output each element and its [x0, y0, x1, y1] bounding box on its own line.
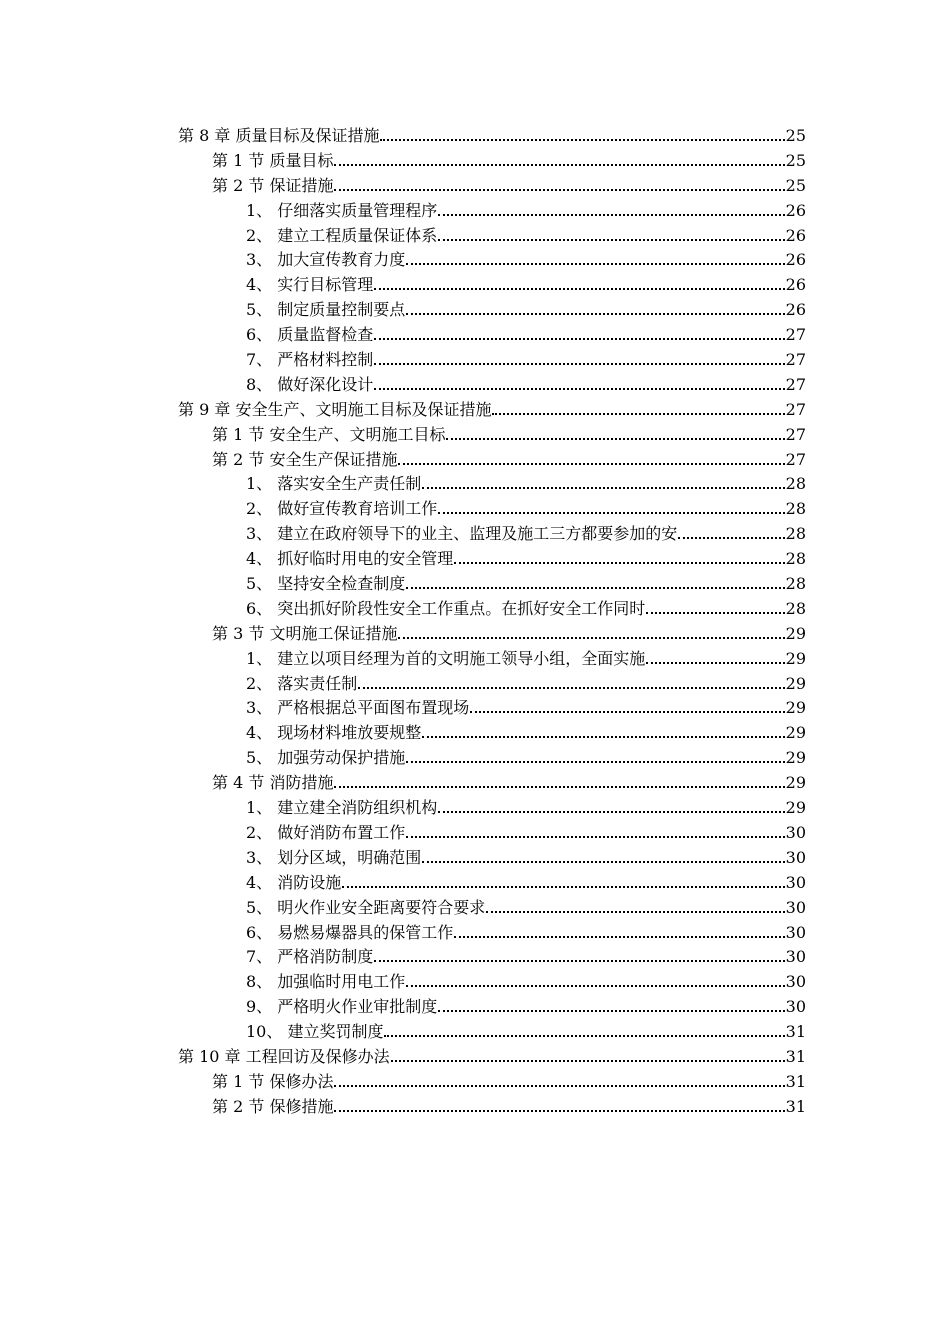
toc-entry-page-number: 27: [785, 325, 806, 345]
toc-dot-leader: [454, 561, 784, 564]
toc-entry-level-1[interactable]: [178, 124, 806, 149]
toc-dot-leader: [446, 437, 784, 440]
toc-dot-leader: [334, 1109, 784, 1112]
toc-entry-title: 3、 划分区域，明确范围: [246, 847, 422, 867]
toc-entry-level-1[interactable]: [178, 1045, 806, 1070]
toc-entry-title: 10、 建立奖罚制度: [246, 1022, 384, 1042]
toc-entry-page-number: 29: [785, 723, 806, 743]
toc-entry-page-number: 30: [785, 897, 806, 917]
toc-entry-title: 1、 落实安全生产责任制: [246, 474, 422, 494]
toc-entry-level-3[interactable]: [178, 821, 806, 846]
toc-entry-level-2[interactable]: [178, 423, 806, 448]
toc-entry-level-2[interactable]: [178, 622, 806, 647]
toc-entry-page-number: 30: [785, 847, 806, 867]
toc-entry-page-number: 26: [785, 250, 806, 270]
toc-dot-leader: [438, 511, 784, 514]
toc-entry-page-number: 30: [785, 822, 806, 842]
toc-entry-title: 1、 建立以项目经理为首的文明施工领导小组，全面实施: [246, 648, 646, 668]
toc-entry-title: 6、 易燃易爆器具的保管工作: [246, 922, 454, 942]
toc-entry-page-number: 29: [785, 673, 806, 693]
toc-entry-title: 第 2 节 保修措施: [212, 1096, 334, 1116]
toc-entry-title: 8、 做好深化设计: [246, 374, 374, 394]
toc-entry-page-number: 28: [785, 598, 806, 618]
toc-entry-page-number: 31: [785, 1071, 806, 1091]
toc-entry-level-2[interactable]: [178, 771, 806, 796]
toc-entry-title: 9、 严格明火作业审批制度: [246, 997, 438, 1017]
toc-entry-level-3[interactable]: [178, 896, 806, 921]
toc-entry-title: 2、 建立工程质量保证体系: [246, 225, 438, 245]
toc-entry-title: 第 8 章 质量目标及保证措施: [178, 126, 380, 145]
toc-entry-page-number: 28: [785, 499, 806, 519]
toc-entry-title: 5、 加强劳动保护措施: [246, 748, 406, 768]
toc-entry-page-number: 26: [785, 300, 806, 320]
toc-entry-level-2[interactable]: [178, 174, 806, 199]
toc-entry-title: 2、 落实责任制: [246, 673, 358, 693]
toc-entry-page-number: 29: [785, 698, 806, 718]
toc-entry-page-number: 29: [785, 798, 806, 818]
toc-entry-level-3[interactable]: [178, 572, 806, 597]
toc-entry-title: 3、 严格根据总平面图布置现场: [246, 698, 470, 718]
toc-dot-leader: [646, 611, 784, 614]
toc-dot-leader: [342, 885, 784, 888]
toc-entry-level-3[interactable]: [178, 970, 806, 995]
toc-entry-title: 第 2 节 保证措施: [212, 175, 334, 195]
toc-entry-level-3[interactable]: [178, 224, 806, 249]
toc-entry-title: 4、 抓好临时用电的安全管理: [246, 549, 454, 569]
toc-dot-leader: [646, 661, 784, 664]
toc-dot-leader: [422, 735, 784, 738]
toc-entry-level-3[interactable]: [178, 497, 806, 522]
toc-dot-leader: [374, 959, 784, 962]
toc-dot-leader: [334, 188, 784, 191]
toc-entry-title: 5、 坚持安全检查制度: [246, 574, 406, 594]
toc-dot-leader: [492, 412, 784, 415]
toc-dot-leader: [374, 287, 784, 290]
toc-entry-title: 7、 严格消防制度: [246, 947, 374, 967]
toc-entry-page-number: 29: [785, 748, 806, 768]
toc-entry-title: 1、 建立建全消防组织机构: [246, 798, 438, 818]
toc-entry-level-3[interactable]: [178, 323, 806, 348]
toc-entry-title: 3、 建立在政府领导下的业主、监理及施工三方都要参加的安: [246, 524, 678, 544]
toc-dot-leader: [374, 362, 784, 365]
toc-entry-page-number: 31: [785, 1022, 806, 1042]
toc-entry-title: 5、 制定质量控制要点: [246, 300, 406, 320]
toc-entry-page-number: 27: [785, 449, 806, 469]
toc-dot-leader: [391, 1059, 785, 1062]
toc-entry-page-number: 30: [785, 872, 806, 892]
toc-entry-page-number: 28: [785, 524, 806, 544]
toc-dot-leader: [422, 486, 784, 489]
toc-entry-title: 第 10 章 工程回访及保修办法: [178, 1046, 390, 1066]
toc-entry-title: 4、 现场材料堆放要规整: [246, 723, 422, 743]
toc-entry-title: 第 4 节 消防措施: [212, 773, 334, 793]
toc-entry-title: 4、 消防设施: [246, 872, 342, 892]
toc-dot-leader: [438, 238, 784, 241]
toc-dot-leader: [678, 536, 784, 539]
toc-dot-leader: [470, 710, 784, 713]
toc-entry-title: 第 9 章 安全生产、文明施工目标及保证措施: [178, 399, 492, 419]
toc-entry-title: 8、 加强临时用电工作: [246, 972, 406, 992]
toc-entry-page-number: 25: [785, 175, 806, 195]
toc-entry-page-number: 28: [785, 549, 806, 569]
toc-entry-level-3[interactable]: [178, 547, 806, 572]
toc-entry-title: 第 2 节 安全生产保证措施: [212, 449, 398, 469]
toc-entry-page-number: 26: [785, 225, 806, 245]
toc-entry-page-number: 27: [785, 424, 806, 444]
toc-entry-title: 2、 做好消防布置工作: [246, 822, 406, 842]
toc-entry-title: 2、 做好宣传教育培训工作: [246, 499, 438, 519]
toc-entry-page-number: 27: [785, 374, 806, 394]
toc-dot-leader: [358, 686, 784, 689]
toc-entry-level-3[interactable]: [178, 721, 806, 746]
table-of-contents: [178, 124, 806, 1120]
toc-entry-level-3[interactable]: [178, 348, 806, 373]
toc-dot-leader: [406, 984, 784, 987]
toc-entry-page-number: 30: [785, 997, 806, 1017]
toc-dot-leader: [438, 213, 784, 216]
toc-entry-title: 第 1 节 安全生产、文明施工目标: [212, 424, 446, 444]
toc-entry-level-3[interactable]: [178, 597, 806, 622]
toc-entry-level-3[interactable]: [178, 746, 806, 771]
toc-dot-leader: [398, 636, 784, 639]
toc-entry-page-number: 25: [785, 126, 806, 145]
toc-dot-leader: [486, 910, 784, 913]
toc-entry-page-number: 31: [785, 1046, 806, 1066]
toc-dot-leader: [406, 262, 784, 265]
toc-entry-page-number: 26: [785, 200, 806, 220]
toc-entry-level-2[interactable]: [178, 448, 806, 473]
toc-entry-page-number: 27: [785, 350, 806, 370]
toc-entry-page-number: 30: [785, 972, 806, 992]
toc-entry-page-number: 27: [785, 399, 806, 419]
toc-entry-level-3[interactable]: [178, 846, 806, 871]
toc-entry-level-3[interactable]: [178, 248, 806, 273]
toc-entry-level-3[interactable]: [178, 298, 806, 323]
toc-entry-title: 第 1 节 保修办法: [212, 1071, 334, 1091]
toc-entry-level-3[interactable]: [178, 647, 806, 672]
toc-entry-page-number: 29: [785, 623, 806, 643]
toc-entry-title: 6、 质量监督检查: [246, 325, 374, 345]
toc-dot-leader: [438, 1009, 784, 1012]
toc-entry-level-2[interactable]: [178, 1070, 806, 1095]
toc-entry-title: 6、 突出抓好阶段性安全工作重点。在抓好安全工作同时: [246, 598, 646, 618]
toc-entry-level-3[interactable]: [178, 472, 806, 497]
toc-entry-page-number: 30: [785, 922, 806, 942]
toc-entry-title: 4、 实行目标管理: [246, 275, 374, 295]
toc-entry-page-number: 30: [785, 947, 806, 967]
toc-dot-leader: [334, 1084, 784, 1087]
toc-dot-leader: [406, 312, 784, 315]
toc-entry-page-number: 29: [785, 773, 806, 793]
toc-entry-level-3[interactable]: [178, 522, 806, 547]
toc-dot-leader: [334, 163, 784, 166]
toc-dot-leader: [398, 462, 784, 465]
toc-entry-page-number: 26: [785, 275, 806, 295]
toc-entry-level-3[interactable]: [178, 1020, 806, 1045]
toc-dot-leader: [438, 810, 784, 813]
toc-dot-leader: [334, 785, 784, 788]
toc-entry-level-3[interactable]: [178, 995, 806, 1020]
toc-entry-level-3[interactable]: [178, 373, 806, 398]
toc-dot-leader: [406, 586, 784, 589]
toc-entry-page-number: 25: [785, 150, 806, 170]
toc-entry-page-number: 31: [785, 1096, 806, 1116]
toc-entry-title: 3、 加大宣传教育力度: [246, 250, 406, 270]
toc-entry-title: 第 1 节 质量目标: [212, 150, 334, 170]
toc-entry-title: 7、 严格材料控制: [246, 350, 374, 370]
toc-entry-level-2[interactable]: [178, 149, 806, 174]
toc-dot-leader: [384, 1034, 784, 1037]
toc-dot-leader: [406, 760, 784, 763]
toc-dot-leader: [374, 337, 784, 340]
toc-entry-page-number: 28: [785, 474, 806, 494]
toc-entry-level-3[interactable]: [178, 273, 806, 298]
toc-entry-level-3[interactable]: [178, 921, 806, 946]
toc-entry-level-3[interactable]: [178, 672, 806, 697]
toc-entry-level-3[interactable]: [178, 945, 806, 970]
toc-dot-leader: [406, 835, 784, 838]
toc-dot-leader: [422, 860, 784, 863]
toc-entry-level-3[interactable]: [178, 199, 806, 224]
toc-entry-level-2[interactable]: [178, 1095, 806, 1120]
toc-entry-level-3[interactable]: [178, 871, 806, 896]
toc-entry-level-3[interactable]: [178, 696, 806, 721]
toc-dot-leader: [374, 387, 784, 390]
toc-entry-title: 1、 仔细落实质量管理程序: [246, 200, 438, 220]
toc-entry-level-1[interactable]: [178, 398, 806, 423]
toc-dot-leader: [380, 138, 784, 141]
toc-entry-level-3[interactable]: [178, 796, 806, 821]
toc-dot-leader: [454, 935, 784, 938]
toc-entry-page-number: 28: [785, 574, 806, 594]
toc-entry-title: 第 3 节 文明施工保证措施: [212, 623, 398, 643]
toc-entry-page-number: 29: [785, 648, 806, 668]
toc-entry-title: 5、 明火作业安全距离要符合要求: [246, 897, 486, 917]
